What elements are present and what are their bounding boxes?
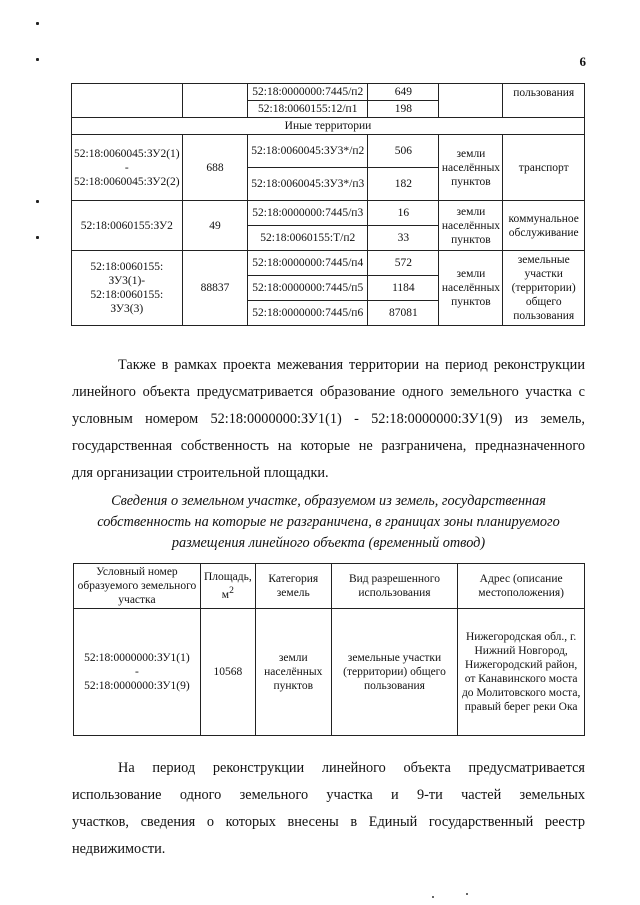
column-header: Адрес (описание местоположения) xyxy=(458,564,585,609)
table-row xyxy=(72,135,585,168)
table-cell: 182 xyxy=(368,168,439,201)
paragraph-usage xyxy=(72,755,585,863)
table-cell: 52:18:0060155:Т/п2 xyxy=(248,226,368,251)
table-cell: 52:18:0000000:7445/п2 xyxy=(248,84,368,101)
table-section-row xyxy=(72,118,585,135)
table-row xyxy=(72,251,585,276)
table-cell: земли населённых пунктов xyxy=(439,135,503,201)
table-cell: 198 xyxy=(368,101,439,118)
column-header: Категория земель xyxy=(255,564,331,609)
table-cell: 52:18:0000000:7445/п4 xyxy=(248,251,368,276)
column-header xyxy=(200,564,255,609)
paragraph-line: На период реконструкции линейного объекта предусматривается xyxy=(118,760,585,776)
column-header-sup: 2 xyxy=(229,585,234,597)
paragraph-line: участков, сведения о которых внесены в Единый государственный реестр xyxy=(72,814,585,830)
table-cell: земли населённых пунктов xyxy=(439,201,503,251)
table-cell: 10568 xyxy=(200,609,255,736)
table-cell xyxy=(72,84,183,118)
table-cell: 688 xyxy=(182,135,248,201)
scan-mark xyxy=(36,58,39,61)
table-cell xyxy=(74,609,201,736)
paragraph-line: линейного объекта предусматривается образование одного земельного участка с xyxy=(72,384,585,400)
table-caption: Сведения о земельном участке, образуемом из земель, государственная собственность на которые не разграничена, в границах зоны планируемого размещения линейного объекта (временный отвод) xyxy=(97,493,560,551)
paragraph-line: Также в рамках проекта межевания территории на период реконструкции xyxy=(118,357,585,373)
parcel-number-dash: - xyxy=(135,666,139,678)
table-cell: 87081 xyxy=(368,301,439,326)
table-cell: земли населённых пунктов xyxy=(255,609,331,736)
table-cell: 649 xyxy=(368,84,439,101)
table-cell xyxy=(182,84,248,118)
table-row xyxy=(72,201,585,226)
paragraph-line: государственная собственность на которые не разграничена, предназначенного xyxy=(72,438,585,454)
table-cell: 572 xyxy=(368,251,439,276)
table-cell: земельные участки (территории) общего пользования xyxy=(331,609,458,736)
parcel-number-end: 52:18:0000000:ЗУ1(9) xyxy=(84,680,190,692)
table-cell: 52:18:0000000:7445/п3 xyxy=(248,201,368,226)
table-cell: 52:18:0060045:ЗУ2(1) - 52:18:0060045:ЗУ2(2) xyxy=(72,135,183,201)
section-header: Иные территории xyxy=(72,118,585,135)
table-cell: 52:18:0060045:ЗУ3*/п3 xyxy=(248,168,368,201)
paragraph-line: для организации строительной площадки. xyxy=(72,465,329,481)
scan-mark xyxy=(36,200,39,203)
column-header: Условный номер образуемого земельного участка xyxy=(74,564,201,609)
paragraph-line: условным номером 52:18:0000000:ЗУ1(1) - 52:18:0000000:ЗУ1(9) из земель, xyxy=(72,411,585,427)
table-cell: 52:18:0060155:12/п1 xyxy=(248,101,368,118)
table-cell: 49 xyxy=(182,201,248,251)
table-cell: пользования xyxy=(503,84,585,118)
scan-speck xyxy=(466,893,468,895)
table-cell: коммунальное обслуживание xyxy=(503,201,585,251)
table-cell: 52:18:0060045:ЗУ3*/п2 xyxy=(248,135,368,168)
parcel-number-start: 52:18:0000000:ЗУ1(1) xyxy=(84,652,190,664)
table-cell: 52:18:0060155:ЗУ2 xyxy=(72,201,183,251)
page-number: 6 xyxy=(579,54,586,69)
land-parcels-table xyxy=(71,83,585,326)
table-cell: транспорт xyxy=(503,135,585,201)
table-cell: 52:18:0000000:7445/п6 xyxy=(248,301,368,326)
paragraph-parcel-formation xyxy=(72,352,585,487)
table-row xyxy=(74,609,585,736)
table-cell: 506 xyxy=(368,135,439,168)
table-cell: земли населённых пунктов xyxy=(439,251,503,326)
paragraph-line: использование одного земельного участка и 9-ти частей земельных xyxy=(72,787,585,803)
scan-mark xyxy=(36,22,39,25)
column-header-text: Площадь, м xyxy=(203,571,252,601)
table-cell xyxy=(439,84,503,118)
table-cell: 52:18:0000000:7445/п5 xyxy=(248,276,368,301)
scan-speck xyxy=(432,896,434,898)
table-header-row xyxy=(74,564,585,609)
table-cell: 1184 xyxy=(368,276,439,301)
paragraph-line: недвижимости. xyxy=(72,841,166,857)
scan-mark xyxy=(36,236,39,239)
table-cell: 88837 xyxy=(182,251,248,326)
table-cell: 33 xyxy=(368,226,439,251)
column-header: Вид разрешенного использования xyxy=(331,564,458,609)
table-cell: земельные участки (территории) общего пользования xyxy=(503,251,585,326)
table-cell: Нижегородская обл., г. Нижний Новгород, Нижегородский район, от Канавинского моста до Молитовского моста, правый берег реки Ока xyxy=(458,609,585,736)
table-row xyxy=(72,84,585,101)
table-cell: 16 xyxy=(368,201,439,226)
temporary-allotment-table xyxy=(73,563,585,736)
table-cell: 52:18:0060155: ЗУ3(1)- 52:18:0060155: ЗУ3(3) xyxy=(72,251,183,326)
